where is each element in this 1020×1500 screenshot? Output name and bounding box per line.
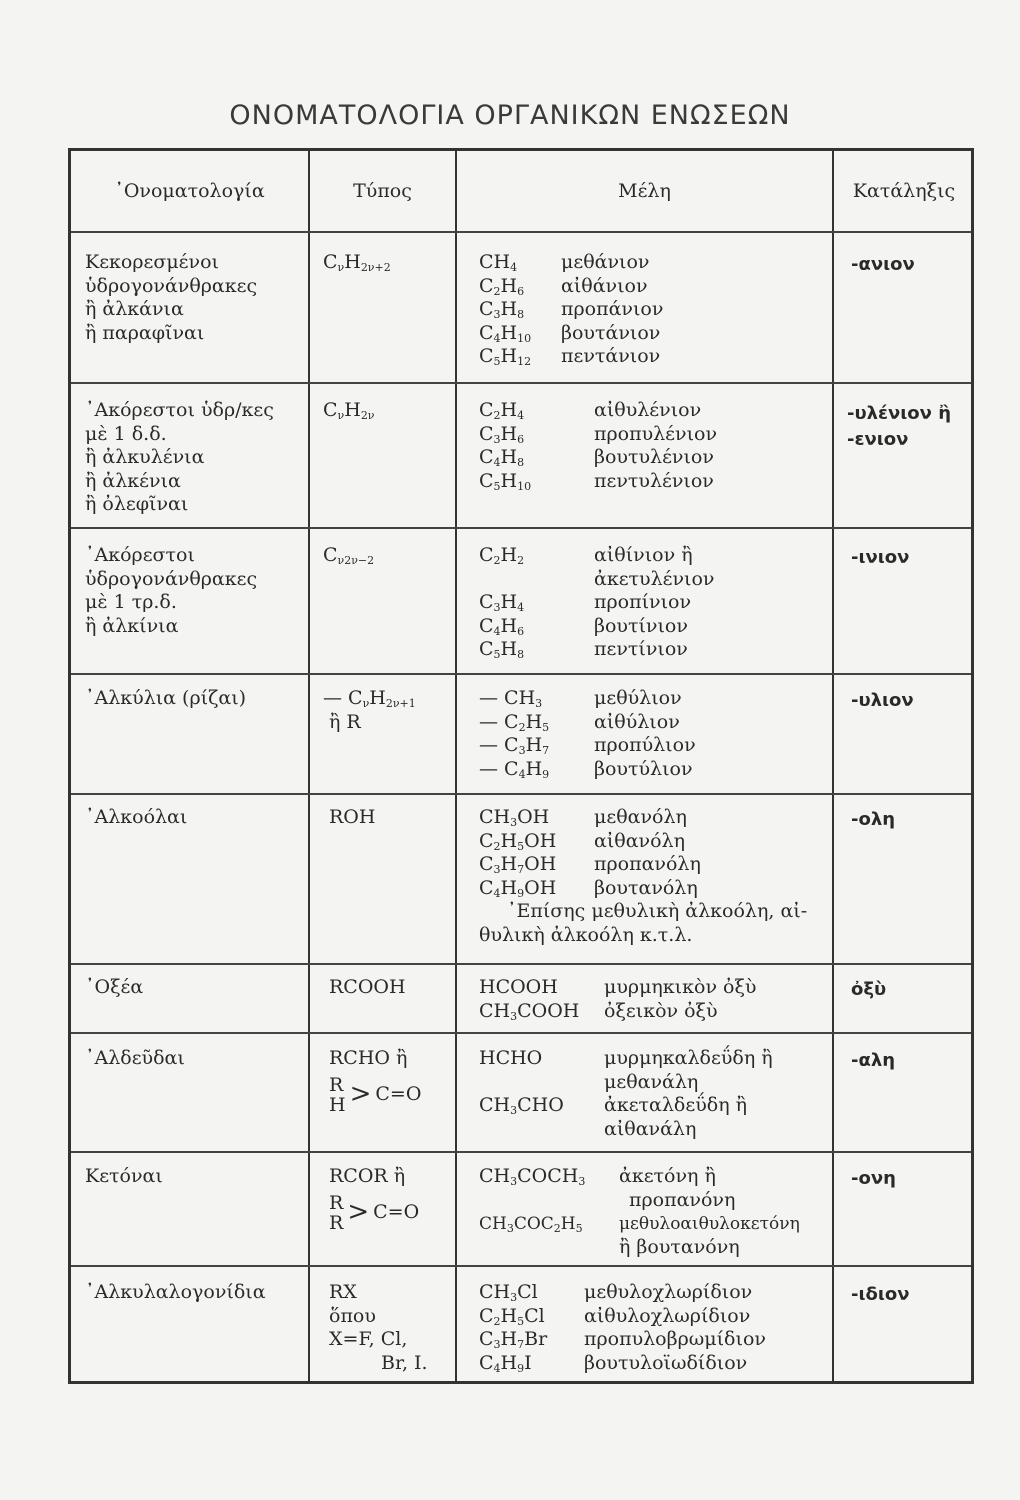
- row-halides-name: ᾿Αλκυλαλογονίδια: [85, 1281, 266, 1303]
- row-alkenes-name: ᾿Ακόρεστοι ὑδρ/κες μὲ 1 δ.δ. ἢ ἀλκυλένια ἢ ἀλκένια ἢ ὀλεφῖναι: [85, 399, 274, 515]
- row-alkanes-members: $CH_4$ μεθάνιον $C_2H_6$ αἰθάνιον $C_3H_8$ προπάνιον $C_4H_{10}$ βουτάνιον $C_5H_{12}$ πεντάνιον: [479, 251, 664, 368]
- row-divider: [71, 1265, 971, 1267]
- header-name: ᾿Ονοματολογία: [114, 180, 265, 202]
- row-divider: [71, 793, 971, 795]
- row-alkanes-type: $C_\nu H_{2\nu+2}$: [323, 251, 391, 274]
- row-ketones-type: RCOR ἢ R R > C=O: [329, 1165, 420, 1234]
- row-aldehydes-type: RCHO ἢ R H > C=O: [329, 1047, 422, 1116]
- header-type: Τύπος: [353, 180, 412, 202]
- row-halides-members: $CH_3Cl$ μεθυλοχλωρίδιον $C_2H_5Cl$ αἰθυλοχλωρίδιον $C_3H_7Br$ προπυλοβρωμίδιον $C_4H_9I$ βουτυλοϊωδίδιον: [479, 1281, 766, 1375]
- row-aldehydes-members: HCHO μυρμηκαλδεΰδη ἢ μεθανάλη $CH_3CHO$ ἀκεταλδεΰδη ἢ αἰθανάλη: [479, 1047, 773, 1140]
- row-ketones-ending: -ονη: [851, 1168, 896, 1189]
- row-divider: [71, 382, 971, 384]
- column-divider: [832, 151, 834, 1381]
- row-acids-name: ᾿Οξέα: [85, 976, 144, 998]
- row-alkenes-ending: -υλένιον ἢ -ενιον: [847, 403, 952, 450]
- column-divider: [308, 151, 310, 1381]
- row-alkanes-name: Κεκορεσμένοι ὑδρογονάνθρακες ἢ ἀλκάνια ἢ παραφῖναι: [85, 251, 258, 344]
- row-divider: [71, 231, 971, 233]
- row-divider: [71, 1151, 971, 1153]
- row-alkynes-members: $C_2H_2$ αἰθίνιον ἢ ἀκετυλένιον $C_3H_4$ προπίνιον $C_4H_6$ βουτίνιον $C_5H_8$ πεντίνιον: [479, 544, 715, 661]
- row-alcohols-members: $CH_3OH$ μεθανόλη $C_2H_5OH$ αἰθανόλη $C_3H_7OH$ προπανόλη $C_4H_9OH$ βουτανόλη ᾿Επίσης μεθυλικὴ ἀλκοόλη, αἰ- θυλικὴ ἀλκοόλη κ.τ.λ.: [479, 806, 808, 946]
- row-divider: [71, 1032, 971, 1034]
- row-alkenes-members: $C_2H_4$ αἰθυλένιον $C_3H_6$ προπυλένιον $C_4H_8$ βουτυλένιον $C_5H_{10}$ πεντυλένιον: [479, 399, 718, 493]
- row-alkyl-type: — $C_\nu H_{2\nu+1}$ ἢ R: [323, 687, 416, 733]
- row-divider: [71, 673, 971, 675]
- row-acids-type: RCOOH: [329, 976, 406, 998]
- header-members: Μέλη: [618, 180, 671, 202]
- row-alkyl-name: ᾿Αλκύλια (ρίζαι): [85, 687, 247, 709]
- row-ketones-members: $CH_3COCH_3$ ἀκετόνη ἢ προπανόνη $CH_3COC_2H_5$ μεθυλοαιθυλοκετόνη ἢ βουτανόνη: [479, 1165, 800, 1258]
- row-alkenes-type: $C_\nu H_{2\nu}$: [323, 399, 375, 422]
- row-aldehydes-ending: -αλη: [851, 1050, 896, 1071]
- header-ending: Κατάληξις: [852, 180, 956, 202]
- row-acids-members: HCOOH μυρμηκικὸν ὀξὺ $CH_3COOH$ ὀξεικὸν ὀξὺ: [479, 976, 757, 1023]
- row-alcohols-type: ROH: [329, 806, 376, 828]
- row-ketones-name: Κετόναι: [85, 1165, 163, 1187]
- row-alkanes-ending: -ανιον: [851, 254, 915, 275]
- row-alcohols-ending: -ολη: [851, 809, 896, 830]
- page-title: ΟΝΟΜΑΤΟΛΟΓΙΑ ΟΡΓΑΝΙΚΩΝ ΕΝΩΣΕΩΝ: [229, 100, 791, 131]
- nomenclature-table: [68, 148, 974, 1384]
- row-aldehydes-name: ᾿Αλδεῦδαι: [85, 1047, 185, 1069]
- row-alkynes-type: $C_{\nu 2\nu-2}$: [323, 544, 375, 567]
- column-divider: [455, 151, 457, 1381]
- row-divider: [71, 963, 971, 965]
- row-divider: [71, 527, 971, 529]
- row-alkynes-ending: -ινιον: [851, 547, 910, 568]
- row-alkyl-ending: -υλιον: [851, 690, 914, 711]
- row-alcohols-name: ᾿Αλκοόλαι: [85, 806, 188, 828]
- row-alkynes-name: ᾿Ακόρεστοι ὑδρογονάνθρακες μὲ 1 τρ.δ. ἢ ἀλκίνια: [85, 544, 258, 637]
- row-halides-ending: -ιδιον: [851, 1284, 910, 1305]
- row-acids-ending: ὀξὺ: [851, 979, 887, 1000]
- row-alkyl-members: — $CH_3$ μεθύλιον — $C_2H_5$ αἰθύλιον — $C_3H_7$ προπύλιον — $C_4H_9$ βουτύλιον: [479, 687, 696, 781]
- row-halides-type: RX ὅπου X=F, Cl, Br, I.: [329, 1281, 428, 1374]
